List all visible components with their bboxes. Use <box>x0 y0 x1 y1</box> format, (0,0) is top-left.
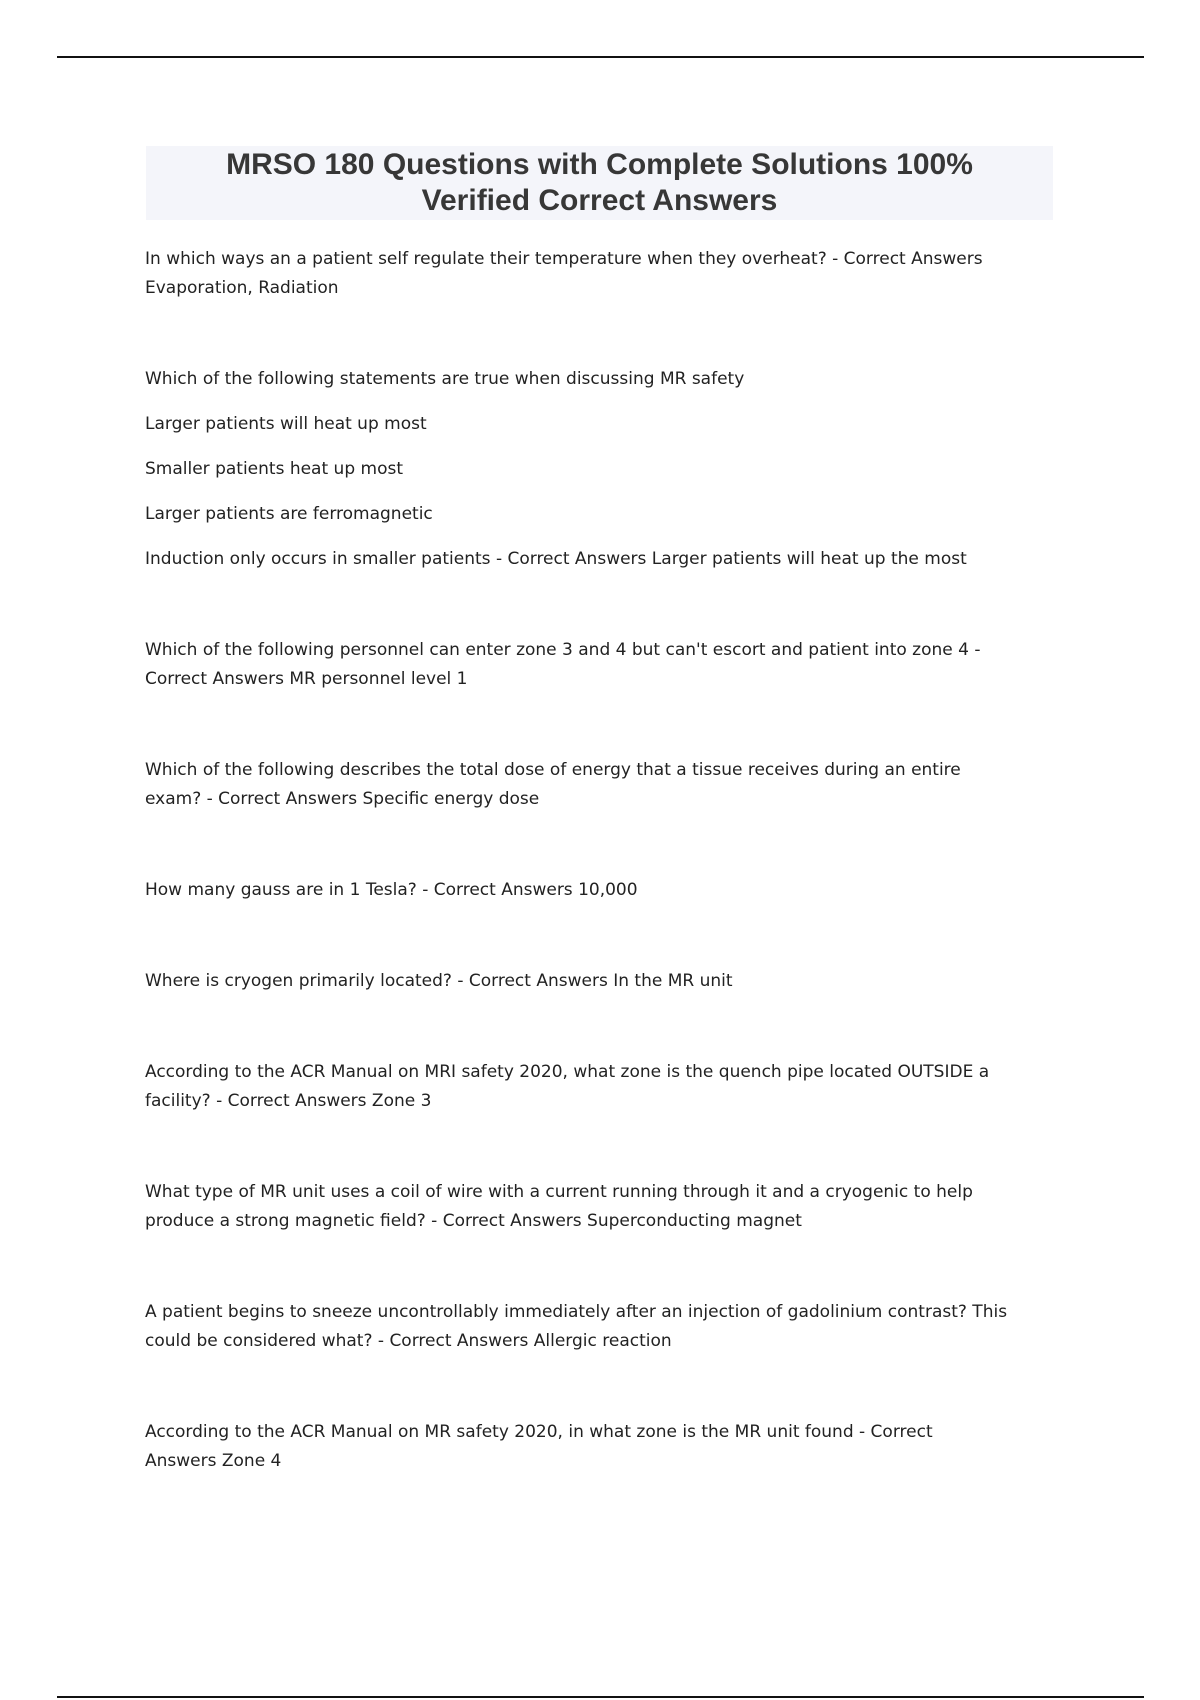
question-stem: Which of the following statements are true when discussing MR safety <box>145 369 745 389</box>
qa-item-4 <box>145 756 1060 814</box>
qa-line: In which ways an a patient self regulate their temperature when they overheat? - Correct Answers <box>145 249 983 269</box>
qa-item-2 <box>145 365 1060 574</box>
document-title <box>146 146 1053 220</box>
answer-choice: Larger patients will heat up most <box>145 414 427 434</box>
qa-line: Which of the following personnel can enter zone 3 and 4 but can't escort and patient into zone 4 - <box>145 640 981 660</box>
qa-line: Answers Zone 4 <box>145 1451 282 1471</box>
qa-line: Which of the following describes the total dose of energy that a tissue receives during an entire <box>145 760 961 780</box>
qa-line: Correct Answers MR personnel level 1 <box>145 669 468 689</box>
question-list <box>145 245 1060 1538</box>
footer-rule <box>57 1696 1144 1698</box>
qa-item-10 <box>145 1418 1060 1476</box>
qa-line: How many gauss are in 1 Tesla? - Correct Answers 10,000 <box>145 880 638 900</box>
qa-item-9 <box>145 1298 1060 1356</box>
answer-choice: Smaller patients heat up most <box>145 459 403 479</box>
qa-line: Induction only occurs in smaller patients - Correct Answers Larger patients will heat up the most <box>145 549 967 569</box>
title-line-1: MRSO 180 Questions with Complete Solutions 100% <box>226 148 973 181</box>
qa-item-6 <box>145 967 1060 996</box>
qa-line: Where is cryogen primarily located? - Correct Answers In the MR unit <box>145 971 733 991</box>
header-rule <box>57 56 1144 58</box>
qa-line: Evaporation, Radiation <box>145 278 339 298</box>
qa-item-7 <box>145 1058 1060 1116</box>
qa-item-8 <box>145 1178 1060 1236</box>
qa-line: According to the ACR Manual on MR safety 2020, in what zone is the MR unit found - Correct <box>145 1422 933 1442</box>
qa-line: According to the ACR Manual on MRI safety 2020, what zone is the quench pipe located OUTSIDE a <box>145 1062 990 1082</box>
title-line-2: Verified Correct Answers <box>421 184 778 217</box>
qa-item-5 <box>145 876 1060 905</box>
qa-item-1 <box>145 245 1060 303</box>
qa-item-3 <box>145 636 1060 694</box>
answer-choice: Larger patients are ferromagnetic <box>145 504 433 524</box>
qa-line: could be considered what? - Correct Answers Allergic reaction <box>145 1331 672 1351</box>
qa-line: produce a strong magnetic field? - Correct Answers Superconducting magnet <box>145 1211 802 1231</box>
qa-line: What type of MR unit uses a coil of wire with a current running through it and a cryogenic to help <box>145 1182 973 1202</box>
qa-line: facility? - Correct Answers Zone 3 <box>145 1091 432 1111</box>
qa-line: A patient begins to sneeze uncontrollably immediately after an injection of gadolinium contrast? This <box>145 1302 1008 1322</box>
qa-line: exam? - Correct Answers Specific energy dose <box>145 789 540 809</box>
